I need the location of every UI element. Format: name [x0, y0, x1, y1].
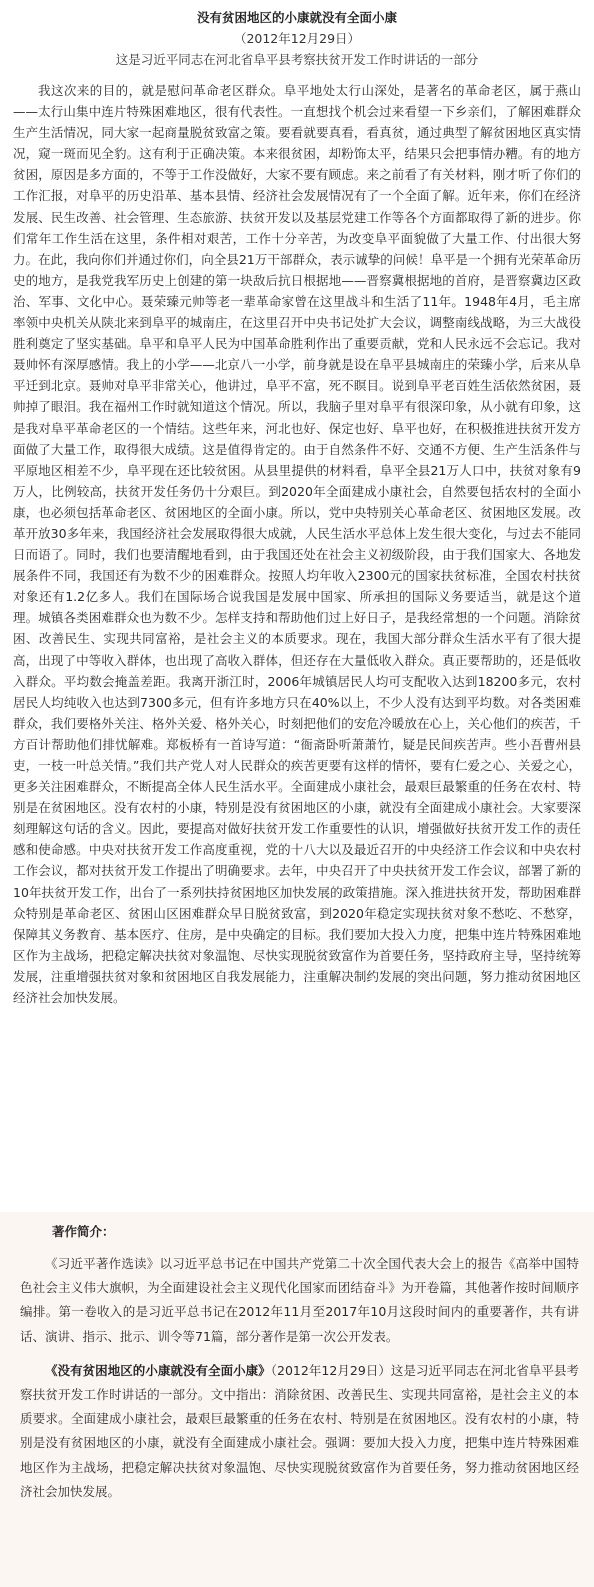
article-title: 没有贫困地区的小康就没有全面小康 — [196, 10, 397, 25]
book-intro-section — [0, 1212, 594, 1587]
article-date: （2012年12月29日） — [233, 31, 361, 46]
book-intro-heading: 著作简介： — [52, 1224, 115, 1239]
article-subtitle: 这是习近平同志在河北省阜平县考察扶贫开发工作时讲话的一部分 — [115, 52, 479, 67]
article-body: 我这次来的目的，就是慰问革命老区群众。阜平地处太行山深处，是著名的革命老区，属于燕山——太行山集中连片特殊困难地区，很有代表性。一直想找个机会过来看望一下乡亲们，了解困难群众生产生活情况，同大家一起商量脱贫致富之策。要看就要真看，看真贫，通过典型了解贫困地区真实情况，窥一斑而见全豹。这有利于正确决策。本来很贫困，却粉饰太平，结果只会把事情办糟。有的地方贫困，原因是多方面的，不等于工作没做好，大家不要有顾虑。来之前看了有关材料，刚才听了你们的工作汇报，对阜平的历史沿革、基本县情、经济社会发展情况有了一个全面了解。近年来，你们在经济发展、民生改善、社会管理、生态旅游、扶贫开发以及基层党建工作等各个方面都取得了新的进步。你们常年工作生活在这里，条件相对艰苦，工作十分辛苦，为改变阜平面貌做了大量工作、付出很大努力。在此，我向你们并通过你们，向全县21万干部群众，表示诚挚的问候！阜平是一个拥有光荣革命历史的地方，是我党我军历史上创建的第一块敌后抗日根据地——晋察冀根据地的首府，是晋察冀边区政治、军事、文化中心。聂荣臻元帅等老一辈革命家曾在这里战斗和生活了11年。1948年4月，毛主席率领中央机关从陕北来到阜平的城南庄，在这里召开中央书记处扩大会议，调整南线战略，为三大战役胜利奠定了坚实基础。阜平和阜平人民为中国革命胜利作出了重要贡献，党和人民永远不会忘记。我对聂帅怀有深厚感情。我上的小学——北京八一小学，前身就是设在阜平县城南庄的荣臻小学，后来从阜平迁到北京。聂帅对阜平非常关心，他讲过，阜平不富，死不瞑目。说到阜平老百姓生活依然贫困，聂帅掉了眼泪。我在福州工作时就知道这个情况。所以，我脑子里对阜平有很深印象，从小就有印象，这是我对阜平革命老区的一个情结。这些年来，河北也好、保定也好、阜平也好，在积极推进扶贫开发方面做了大量工作，取得很大成绩。这是值得肯定的。由于自然条件不好、交通不方便、生产生活条件与平原地区相差不少，阜平现在还比较贫困。从县里提供的材料看，阜平全县21万人口中，扶贫对象有9万人，比例较高，扶贫开发任务仍十分艰巨。到2020年全面建成小康社会，自然要包括农村的全面小康，也必须包括革命老区、贫困地区的全面小康。所以，党中央特别关心革命老区、贫困地区发展。改革开放30多年来，我国经济社会发展取得很大成就，人民生活水平总体上发生很大变化，与过去不能同日而语了。同时，我们也要清醒地看到，由于我国还处在社会主义初级阶段，由于我们国家大、各地发展条件不同，我国还有为数不少的困难群众。按照人均年收入2300元的国家扶贫标准，全国农村扶贫对象还有1.2亿多人。我们在国际场合说我国是发展中国家、所承担的国际义务要适当，就是这个道理。城镇各类困难群众也为数不少。怎样支持和帮助他们过上好日子，是我经常想的一个问题。消除贫困、改善民生、实现共同富裕，是社会主义的本质要求。现在，我国大部分群众生活水平有了很大提高，出现了中等收入群体，也出现了高收入群体，但还存在大量低收入群众。真正要帮助的，还是低收入群众。平均数会掩盖差距。我离开浙江时，2006年城镇居民人均可支配收入达到18200多元，农村居民人均纯收入也达到7300多元，但有许多地方只在40%以上，不少人没有达到平均数。对各类困难群众，我们要格外关注、格外关爱、格外关心，时刻把他们的安危冷暖放在心上，关心他们的疾苦，千方百计帮助他们排忧解难。郑板桥有一首诗写道：“衙斋卧听萧萧竹，疑是民间疾苦声。些小吾曹州县吏，一枝一叶总关情。”我们共产党人对人民群众的疾苦更要有这样的情怀，要有仁爱之心、关爱之心，更多关注困难群众，不断提高全体人民生活水平。全面建成小康社会，最艰巨最繁重的任务在农村、特别是在贫困地区。没有农村的小康，特别是没有贫困地区的小康，就没有全面建成小康社会。大家要深刻理解这句话的含义。因此，要提高对做好扶贫开发工作重要性的认识，增强做好扶贫开发工作的责任感和使命感。中央对扶贫开发工作高度重视，党的十八大以及最近召开的中央经济工作会议和中央农村工作会议，都对扶贫开发工作提出了明确要求。去年，中央召开了中央扶贫开发工作会议，部署了新的10年扶贫开发工作，出台了一系列扶持贫困地区加快发展的政策措施。深入推进扶贫开发，帮助困难群众特别是革命老区、贫困山区困难群众早日脱贫致富，到2020年稳定实现扶贫对象不愁吃、不愁穿，保障其义务教育、基本医疗、住房，是中央确定的目标。我们要加大投入力度，把集中连片特殊困难地区作为主战场，把稳定解决扶贫对象温饱、尽快实现脱贫致富作为首要任务，坚持政府主导，坚持统筹发展，注重增强扶贫对象和贫困地区自我发展能力，注重解决制约发展的突出问题，努力推动贫困地区经济社会加快发展。 — [13, 83, 581, 1006]
book-intro-content — [0, 1212, 594, 1504]
book-intro-paragraph: 《习近平著作选读》以习近平总书记在中国共产党第二十次全国代表大会上的报告《高举中国特色社会主义伟大旗帜，为全面建设社会主义现代化国家而团结奋斗》为开卷篇，其他著作按时间顺序编排。第一卷收入的是习近平总书记在2012年11月至2017年10月这段时间内的重要著作，共有讲话、演讲、指示、批示、训令等71篇，部分著作是第一次公开发表。 — [20, 1256, 579, 1344]
article-summary-title: 《没有贫困地区的小康就没有全面小康》 — [45, 1362, 271, 1378]
article-summary-text: （2012年12月29日）这是习近平同志在河北省阜平县考察扶贫开发工作时讲话的一部分。文中指出：消除贫困、改善民生、实现共同富裕，是社会主义的本质要求。全面建成小康社会，最艰巨最繁重的任务在农村、特别是在贫困地区。没有农村的小康，特别是没有贫困地区的小康，就没有全面建成小康社会。强调：要加大投入力度，把集中连片特殊困难地区作为主战场，把稳定解决扶贫对象温饱、尽快实现脱贫致富作为首要任务，努力推动贫困地区经济社会加快发展。 — [20, 1362, 579, 1499]
article-summary-paragraph — [20, 1359, 579, 1504]
